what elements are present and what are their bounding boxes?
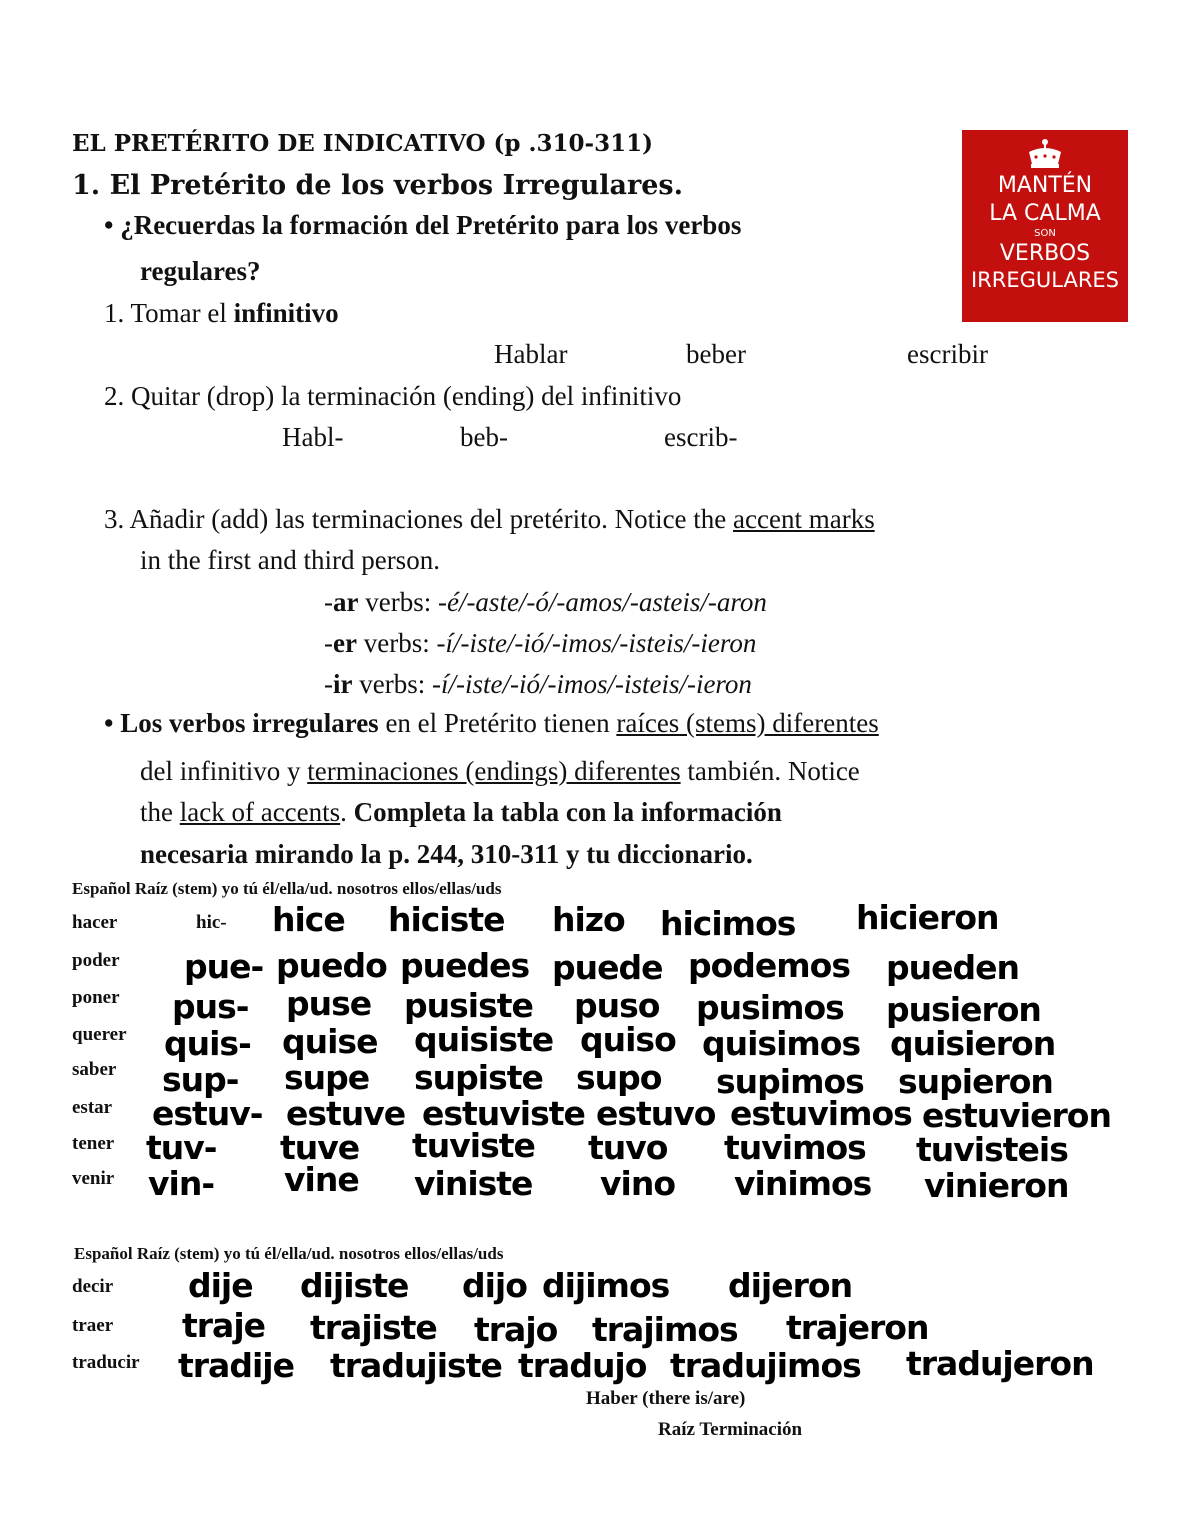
form-dijo: dijo xyxy=(462,1266,527,1305)
stem-escrib: escrib- xyxy=(664,422,738,452)
step-3-text: 3. Añadir (add) las terminaciones del pretérito. Notice the xyxy=(104,504,734,534)
verb-traer: traer xyxy=(72,1315,114,1336)
step-1 xyxy=(104,298,339,329)
poster-line-2: LA CALMA xyxy=(989,201,1101,226)
ir-verbs-word: verbs: xyxy=(352,669,432,699)
stem-quis: quis- xyxy=(164,1024,251,1063)
er-endings xyxy=(324,628,756,659)
form-puedes: puedes xyxy=(400,946,530,985)
form-tuvisteis: tuvisteis xyxy=(916,1130,1068,1169)
form-tradije: tradije xyxy=(178,1346,294,1385)
poster-line-4: VERBOS xyxy=(999,241,1091,266)
form-tuvimos: tuvimos xyxy=(724,1128,866,1167)
form-traje: traje xyxy=(182,1306,266,1345)
form-tuvo: tuvo xyxy=(588,1128,668,1167)
form-trajo: trajo xyxy=(474,1310,558,1349)
form-estuviste: estuviste xyxy=(422,1094,585,1133)
form-hice: hice xyxy=(272,900,345,939)
form-vino: vino xyxy=(600,1164,675,1203)
infinitive-beber: beber xyxy=(686,339,746,369)
verb-poder: poder xyxy=(72,950,120,971)
bullet-1-line-2: regulares? xyxy=(140,256,261,286)
form-pusimos: pusimos xyxy=(696,988,844,1027)
verb-decir: decir xyxy=(72,1276,114,1297)
stem-sup: sup- xyxy=(162,1060,239,1099)
stem-tuv: tuv- xyxy=(146,1128,217,1167)
bullet-2-line-4: necesaria mirando la p. 244, 310-311 y tu diccionario. xyxy=(140,839,753,869)
form-tradujimos: tradujimos xyxy=(670,1346,861,1385)
form-estuvieron: estuvieron xyxy=(922,1096,1111,1135)
form-supimos: supimos xyxy=(716,1062,864,1101)
stem-hic: hic- xyxy=(196,912,227,933)
form-tradujeron: tradujeron xyxy=(906,1344,1094,1383)
ir-label: ir xyxy=(333,669,353,699)
verb-saber: saber xyxy=(72,1059,117,1080)
form-hicimos: hicimos xyxy=(660,904,796,943)
verb-querer: querer xyxy=(72,1024,127,1045)
form-viniste: viniste xyxy=(414,1164,533,1203)
bullet-dot: • xyxy=(104,708,114,738)
step-3 xyxy=(104,504,875,535)
form-trajiste: trajiste xyxy=(310,1308,437,1347)
form-trajimos: trajimos xyxy=(592,1310,738,1349)
form-puedo: puedo xyxy=(276,946,387,985)
verb-estar: estar xyxy=(72,1097,113,1118)
form-pusieron: pusieron xyxy=(886,990,1041,1029)
poster-line-3: SON xyxy=(1034,228,1056,239)
table-2-header: Español Raíz (stem) yo tú él/ella/ud. nosotros ellos/ellas/uds xyxy=(74,1244,504,1263)
poster-line-5: IRREGULARES xyxy=(970,268,1120,292)
form-quise: quise xyxy=(282,1022,378,1061)
ar-label: ar xyxy=(333,587,359,617)
crown-icon xyxy=(962,138,1128,172)
step-1-bold: infinitivo xyxy=(233,298,339,328)
page-title: EL PRETÉRITO DE INDICATIVO (p .310-311) xyxy=(72,130,653,157)
form-estuve: estuve xyxy=(286,1094,406,1133)
er-label: er xyxy=(333,628,357,658)
complete-table-bold: Completa la tabla con la información xyxy=(353,797,782,827)
stems-different-underline: raíces (stems) diferentes xyxy=(616,708,879,738)
form-hizo: hizo xyxy=(552,900,625,939)
ar-verbs-word: verbs: xyxy=(358,587,438,617)
er-forms: -í/-iste/-ió/-imos/-isteis/-ieron xyxy=(436,628,757,658)
ar-dash: - xyxy=(324,587,333,617)
keep-calm-poster xyxy=(962,130,1128,322)
bullet-2-text-4: the xyxy=(140,797,180,827)
irregular-verbs-bold: Los verbos irregulares xyxy=(120,708,379,738)
ar-forms: -é/-aste/-ó/-amos/-asteis/-aron xyxy=(437,587,767,617)
form-estuvo: estuvo xyxy=(596,1094,716,1133)
form-puso: puso xyxy=(574,986,660,1025)
form-pusiste: pusiste xyxy=(404,986,533,1025)
form-quiso: quiso xyxy=(580,1020,676,1059)
bullet-2-text-1: en el Pretérito tienen xyxy=(378,708,617,738)
form-supo: supo xyxy=(576,1058,662,1097)
section-heading: 1. El Pretérito de los verbos Irregulares. xyxy=(72,170,683,201)
verb-hacer: hacer xyxy=(72,912,118,933)
er-dash: - xyxy=(324,628,333,658)
ir-forms: -í/-iste/-ió/-imos/-isteis/-ieron xyxy=(431,669,752,699)
form-tuve: tuve xyxy=(280,1128,360,1167)
form-supiste: supiste xyxy=(414,1058,543,1097)
form-dijiste: dijiste xyxy=(300,1266,409,1305)
form-quisieron: quisieron xyxy=(890,1024,1056,1063)
bullet-2-text-2: del infinitivo y xyxy=(140,756,308,786)
bullet-dot: • xyxy=(104,210,114,240)
table-1-header: Español Raíz (stem) yo tú él/ella/ud. nosotros ellos/ellas/uds xyxy=(72,879,502,898)
form-quisiste: quisiste xyxy=(414,1020,554,1059)
verb-tener: tener xyxy=(72,1133,115,1154)
bullet-2-text-3: también. Notice xyxy=(680,756,860,786)
form-podemos: podemos xyxy=(688,946,850,985)
form-tradujo: tradujo xyxy=(518,1346,647,1385)
form-puse: puse xyxy=(286,984,372,1023)
form-supe: supe xyxy=(284,1058,370,1097)
form-dijimos: dijimos xyxy=(542,1266,670,1305)
verb-venir: venir xyxy=(72,1168,115,1189)
infinitive-escribir: escribir xyxy=(907,339,988,369)
form-hiciste: hiciste xyxy=(388,900,505,939)
form-pueden: pueden xyxy=(886,948,1019,987)
form-tradujiste: tradujiste xyxy=(330,1346,502,1385)
stem-pus: pus- xyxy=(172,987,249,1026)
form-puede: puede xyxy=(552,948,663,987)
form-estuvimos: estuvimos xyxy=(730,1094,912,1133)
stem-vin: vin- xyxy=(148,1164,215,1203)
haber-title: Haber (there is/are) xyxy=(586,1388,746,1409)
bullet-2-line-1 xyxy=(104,708,879,739)
form-quisimos: quisimos xyxy=(702,1024,861,1063)
form-vinieron: vinieron xyxy=(924,1166,1069,1205)
ir-endings xyxy=(324,669,752,700)
stem-beb: beb- xyxy=(460,422,508,452)
ir-dash: - xyxy=(324,669,333,699)
bullet-2-line-2 xyxy=(140,756,860,787)
stem-estuv: estuv- xyxy=(152,1094,263,1133)
infinitive-hablar: Hablar xyxy=(494,339,568,369)
verb-traducir: traducir xyxy=(72,1352,140,1373)
ar-endings xyxy=(324,587,767,618)
step-3-line-2: in the first and third person. xyxy=(140,545,440,575)
bullet-2-text-5: . xyxy=(340,797,354,827)
haber-subheader: Raíz Terminación xyxy=(658,1419,803,1440)
form-supieron: supieron xyxy=(898,1062,1053,1101)
form-dije: dije xyxy=(188,1266,253,1305)
form-vinimos: vinimos xyxy=(734,1164,872,1203)
lack-of-accents-underline: lack of accents xyxy=(179,797,341,827)
accent-marks-text: accent marks xyxy=(733,504,875,534)
form-trajeron: trajeron xyxy=(786,1308,929,1347)
form-vine: vine xyxy=(284,1160,359,1199)
er-verbs-word: verbs: xyxy=(356,628,437,658)
verb-poner: poner xyxy=(72,987,120,1008)
stem-habl: Habl- xyxy=(282,422,344,452)
form-hicieron: hicieron xyxy=(856,898,999,937)
endings-different-underline: terminaciones (endings) diferentes xyxy=(307,756,681,786)
poster-line-1: MANTÉN xyxy=(997,173,1093,198)
bullet-1-line-1: ¿Recuerdas la formación del Pretérito para los verbos xyxy=(120,210,742,240)
bullet-1 xyxy=(104,210,741,241)
step-1-text: 1. Tomar el xyxy=(104,298,234,328)
form-tuviste: tuviste xyxy=(412,1126,535,1165)
step-2: 2. Quitar (drop) la terminación (ending) del infinitivo xyxy=(104,381,682,411)
form-dijeron: dijeron xyxy=(728,1266,853,1305)
bullet-2-line-3 xyxy=(140,797,782,828)
stem-pue: pue- xyxy=(184,947,264,986)
